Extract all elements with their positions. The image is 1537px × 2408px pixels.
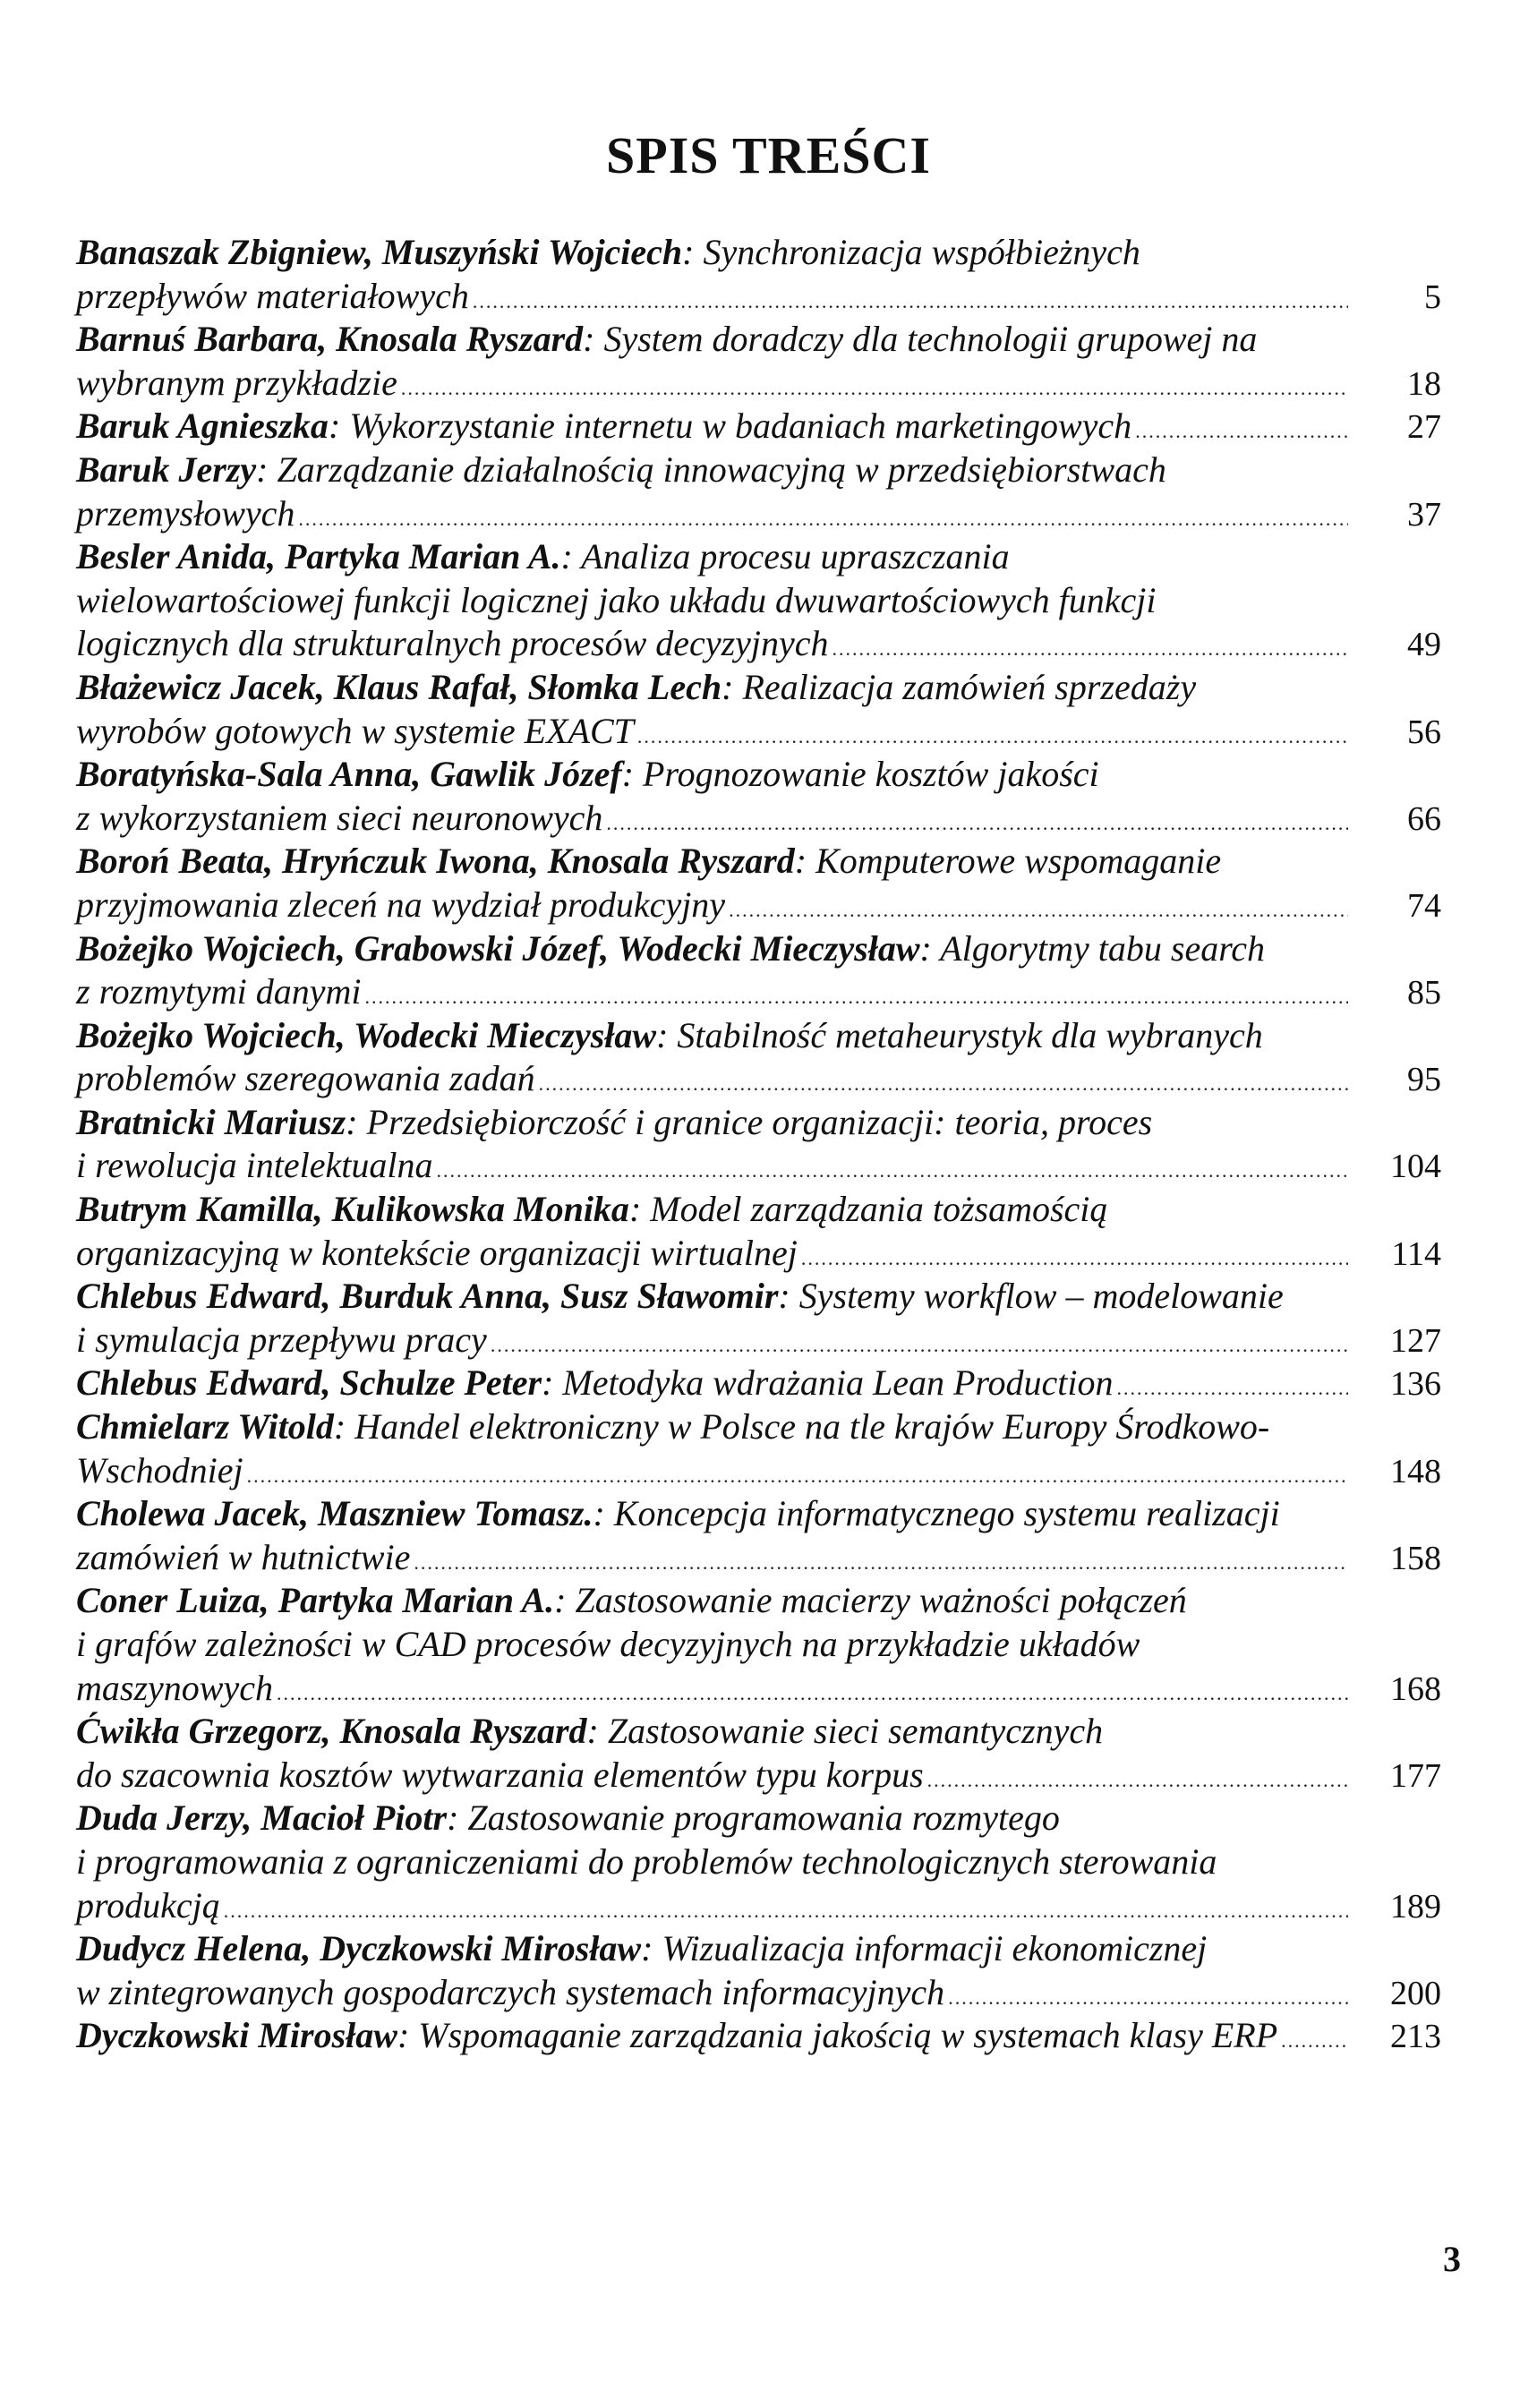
toc-entry-line [76,1710,1441,1754]
toc-entry[interactable] [76,318,1441,405]
toc-entry-line [76,1927,1441,1971]
entry-title-text: produkcją [76,1884,220,1926]
entry-page-number[interactable]: 5 [1424,278,1441,316]
entry-title-text: wybranym przykładzie [76,362,397,403]
toc-entry[interactable] [76,927,1441,1014]
dot-leader [833,628,1348,671]
entry-page-number[interactable]: 104 [1390,1148,1441,1186]
toc-entry-line [76,318,1441,362]
toc-entry[interactable] [76,448,1441,535]
entry-page-number[interactable]: 85 [1407,974,1441,1012]
toc-entry-line [76,1971,1441,2015]
dot-leader [637,715,1348,759]
dot-leader [1135,410,1348,454]
entry-title-text: do szacownia kosztów wytwarzania elementów typu korpus [76,1754,924,1795]
toc-entry[interactable] [76,753,1441,840]
toc-entry-line [76,666,1441,710]
toc-entry-line [76,1667,1441,1711]
toc-entry[interactable] [76,1492,1441,1579]
toc-entry-line [76,1449,1441,1493]
entry-title-text: : System doradczy dla technologii grupowej na [583,319,1258,360]
entry-title-text: : Komputerowe wspomaganie [794,841,1222,882]
dot-leader [1117,1367,1348,1411]
dot-leader [298,498,1348,542]
entry-title-text: i symulacja przepływu pracy [76,1319,487,1360]
entry-authors: Bratnicki Mariusz [76,1101,346,1142]
toc-entry-line [76,1884,1441,1928]
entry-page-number[interactable]: 95 [1407,1061,1441,1099]
toc-entry[interactable] [76,1927,1441,2014]
dot-leader [606,802,1348,846]
entry-page-number[interactable]: 127 [1390,1321,1441,1360]
toc-entry-line [76,970,1441,1014]
toc-entry-line [76,927,1441,971]
toc-entry-line [76,1144,1441,1188]
entry-title-text: : Przedsiębiorczość i granice organizacji: teoria, proces [346,1101,1153,1142]
entry-authors: Chlebus Edward, Schulze Peter [76,1362,542,1404]
toc-entry-line [76,1014,1441,1058]
entry-title-text: : Koncepcja informatycznego systemu realizacji [593,1493,1280,1534]
entry-title-text: Wschodniej [76,1449,243,1490]
toc-entry-line [76,1405,1441,1449]
toc-entry-line [76,579,1441,623]
entry-page-number[interactable]: 158 [1390,1539,1441,1577]
toc-entry[interactable] [76,840,1441,926]
entry-page-number[interactable]: 168 [1390,1669,1441,1708]
entry-page-number[interactable]: 136 [1390,1365,1441,1404]
entry-page-number[interactable]: 49 [1407,626,1441,664]
toc-entry-line [76,797,1441,841]
entry-title-text: : Zastosowanie sieci semantycznych [586,1711,1104,1752]
entry-authors: Butrym Kamilla, Kulikowska Monika [76,1189,629,1230]
entry-title-text: maszynowych [76,1667,273,1708]
entry-authors: Besler Anida, Partyka Marian A. [76,536,561,577]
toc-entry[interactable] [76,1188,1441,1275]
toc-entry[interactable] [76,231,1441,318]
toc-entry-line [76,1536,1441,1580]
entry-authors: Banaszak Zbigniew, Muszyński Wojciech [76,232,683,272]
entry-title-text: : Prognozowanie kosztów jakości [621,754,1099,795]
entry-page-number[interactable]: 18 [1407,364,1441,403]
toc-entry-line [76,2014,1441,2058]
entry-title-text: : Analiza procesu upraszczania [560,536,1010,577]
entry-page-number[interactable]: 37 [1407,495,1441,534]
toc-entry[interactable] [76,1579,1441,1710]
dot-leader [414,1541,1348,1585]
entry-page-number[interactable]: 177 [1390,1756,1441,1795]
entry-page-number[interactable]: 213 [1390,2018,1441,2056]
toc-entry-line [76,1840,1441,1884]
entry-title-text: organizacyjną w kontekście organizacji wirtualnej [76,1232,798,1273]
toc-entry-line [76,1232,1441,1276]
toc-entry[interactable] [76,2014,1441,2058]
toc-entry-line [76,1188,1441,1232]
toc-entry-line [76,1101,1441,1145]
entry-authors: Baruk Jerzy [76,448,257,490]
dot-leader [436,1149,1348,1193]
toc-entry[interactable] [76,1275,1441,1362]
dot-leader [801,1237,1348,1281]
entry-title-text: i rewolucja intelektualna [76,1145,433,1186]
toc-entry-line [76,1579,1441,1623]
entry-page-number[interactable]: 27 [1407,408,1441,447]
entry-title-text: : Synchronizacja współbieżnych [682,232,1140,272]
page-number: 3 [1443,2239,1461,2279]
toc-entry-line [76,1797,1441,1840]
entry-authors: Cholewa Jacek, Maszniew Tomasz. [76,1493,593,1534]
entry-authors: Bożejko Wojciech, Grabowski Józef, Wodecki Mieczysław [76,927,920,969]
entry-page-number[interactable]: 66 [1407,799,1441,838]
dot-leader [473,280,1348,324]
dot-leader [224,1890,1348,1934]
dot-leader [491,1324,1348,1368]
entry-title-text: wielowartościowej funkcji logicznej jako układu dwuwartościowych funkcji [76,579,1157,620]
toc-entry-line [76,231,1441,275]
entry-title-text: wyrobów gotowych w systemie EXACT [76,710,634,751]
entry-title-text: : Model zarządzania tożsamością [628,1189,1108,1230]
entry-authors: Barnuś Barbara, Knosala Ryszard [76,319,584,360]
entry-authors: Boratyńska-Sala Anna, Gawlik Józef [76,754,622,795]
entry-authors: Błażewicz Jacek, Klaus Rafał, Słomka Lech [76,666,722,707]
entry-title-text: : Zastosowanie programowania rozmytego [447,1797,1060,1839]
toc-entry-line [76,1492,1441,1536]
toc-entry[interactable] [76,1710,1441,1797]
entry-title-text: z wykorzystaniem sieci neuronowych [76,797,603,838]
dot-leader [927,1759,1348,1803]
entry-authors: Dyczkowski Mirosław [76,2015,397,2056]
toc-entry[interactable] [76,666,1441,753]
entry-authors: Baruk Agnieszka [76,406,329,447]
entry-title-text: przemysłowych [76,492,295,534]
entry-page-number[interactable]: 148 [1390,1452,1441,1490]
entry-title-text: i grafów zależności w CAD procesów decyzyjnych na przykładzie układów [76,1624,1140,1664]
entry-title-text: : Realizacja zamówień sprzedaży [722,666,1197,707]
entry-page-number[interactable]: 114 [1391,1234,1441,1273]
toc-entry-line [76,1362,1441,1405]
entry-title-text: przyjmowania zleceń na wydział produkcyjny [76,884,726,925]
entry-page-number[interactable]: 56 [1407,713,1441,751]
entry-authors: Chmielarz Witold [76,1406,334,1447]
toc-entry-line [76,753,1441,797]
page-title: SPIS TREŚCI [606,126,931,184]
entry-title-text: : Algorytmy tabu search [919,927,1266,969]
entry-title-text: : Wykorzystanie internetu w badaniach marketingowych [328,406,1132,447]
dot-leader [948,1977,1348,2020]
toc-entry-line [76,405,1441,448]
toc-entry[interactable] [76,1014,1441,1101]
toc-entry-line [76,1754,1441,1797]
entry-page-number[interactable]: 200 [1390,1974,1441,2012]
table-of-contents [76,231,1441,2058]
toc-entry[interactable] [76,1797,1441,1927]
toc-entry-line [76,1319,1441,1362]
toc-entry-line [76,362,1441,406]
entry-title-text: logicznych dla strukturalnych procesów decyzyjnych [76,623,829,664]
entry-authors: Boroń Beata, Hryńczuk Iwona, Knosala Ryszard [76,841,795,882]
toc-entry[interactable] [76,535,1441,666]
entry-authors: Ćwikła Grzegorz, Knosala Ryszard [76,1711,587,1752]
entry-title-text: i programowania z ograniczeniami do problemów technologicznych sterowania [76,1840,1217,1882]
entry-title-text: zamówień w hutnictwie [76,1536,411,1577]
entry-title-text: w zintegrowanych gospodarczych systemach informacyjnych [76,1971,945,2012]
toc-entry-line [76,492,1441,536]
toc-entry-line [76,535,1441,579]
dot-leader [247,1455,1348,1499]
entry-title-text: : Stabilność metaheurystyk dla wybranych [656,1014,1263,1055]
entry-authors: Duda Jerzy, Macioł Piotr [76,1797,448,1839]
toc-entry-line [76,1623,1441,1667]
entry-title-text: : Zarządzanie działalnością innowacyjną w przedsiębiorstwach [256,448,1166,490]
toc-entry-line [76,840,1441,884]
toc-entry[interactable] [76,1362,1441,1405]
toc-entry-line [76,1275,1441,1319]
entry-page-number[interactable]: 189 [1390,1887,1441,1926]
toc-entry-line [76,275,1441,319]
entry-title-text: : Systemy workflow – modelowanie [778,1276,1284,1317]
toc-entry[interactable] [76,1405,1441,1492]
entry-title-text: : Zastosowanie macierzy ważności połączeń [554,1580,1187,1621]
entry-authors: Dudycz Helena, Dyczkowski Mirosław [76,1928,642,1969]
entry-title-text: przepływów materiałowych [76,275,469,316]
toc-entry-line [76,710,1441,754]
toc-entry-line [76,884,1441,927]
toc-entry[interactable] [76,405,1441,448]
toc-entry-line [76,1057,1441,1101]
entry-title-text: : Metodyka wdrażania Lean Production [542,1362,1114,1404]
entry-authors: Bożejko Wojciech, Wodecki Mieczysław [76,1014,657,1055]
dot-leader [729,889,1348,933]
entry-title-text: : Wizualizacja informacji ekonomicznej [641,1928,1208,1969]
entry-page-number[interactable]: 74 [1407,886,1441,925]
dot-leader [277,1672,1348,1716]
entry-title-text: problemów szeregowania zadań [76,1058,535,1099]
entry-title-text: z rozmytymi danymi [76,971,362,1012]
toc-entry-line [76,448,1441,492]
toc-entry[interactable] [76,1101,1441,1188]
entry-title-text: : Wspomaganie zarządzania jakością w systemach klasy ERP [397,2015,1278,2056]
entry-authors: Coner Luiza, Partyka Marian A. [76,1580,555,1621]
dot-leader [364,976,1348,1020]
dot-leader [539,1063,1348,1106]
entry-authors: Chlebus Edward, Burduk Anna, Susz Sławomir [76,1276,779,1317]
dot-leader [1281,2019,1348,2063]
dot-leader [401,367,1348,411]
entry-title-text: : Handel elektroniczny w Polsce na tle krajów Europy Środkowo- [333,1406,1270,1447]
toc-entry-line [76,622,1441,666]
